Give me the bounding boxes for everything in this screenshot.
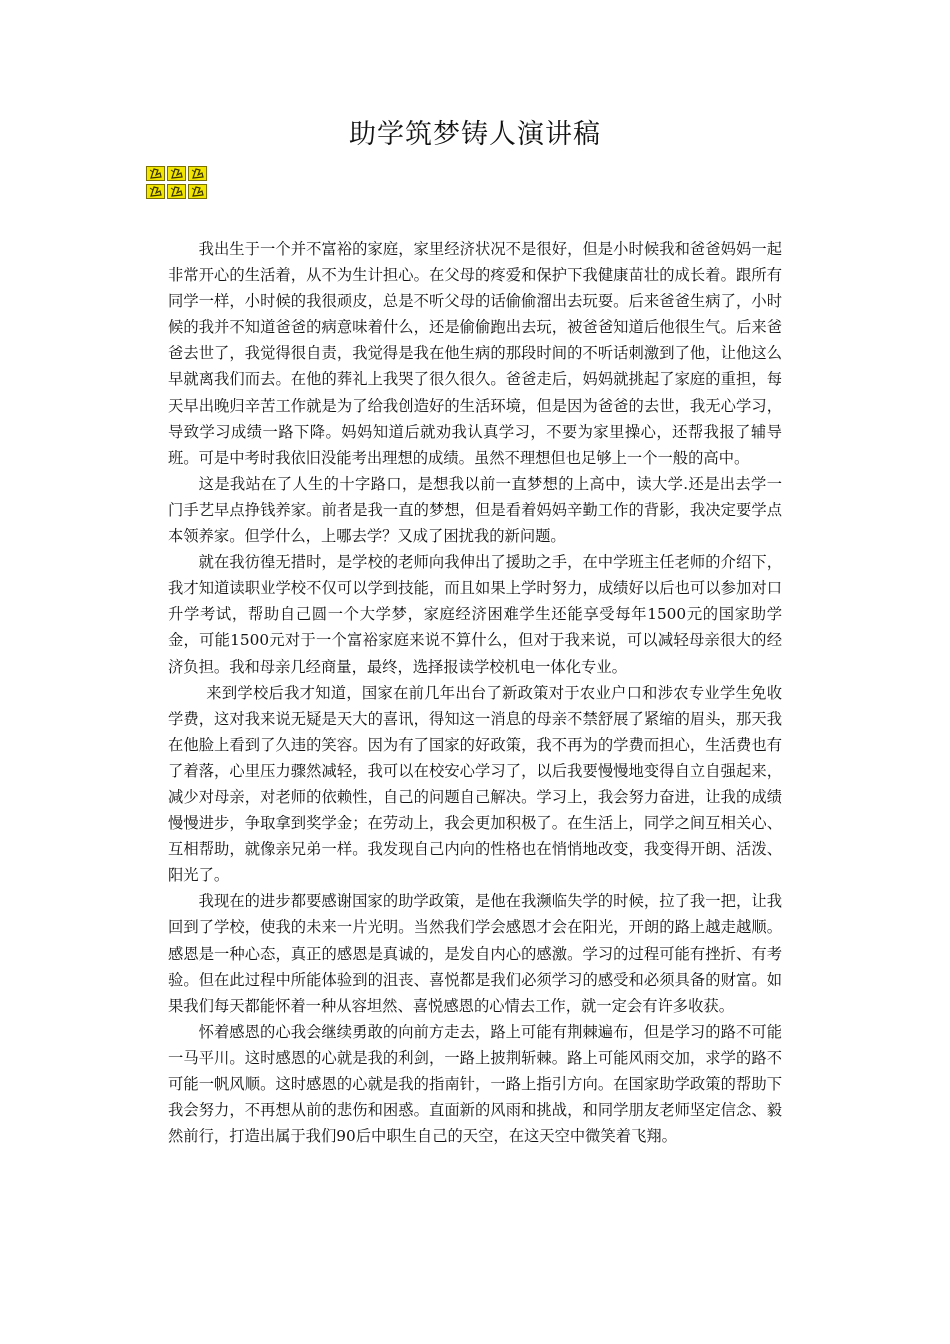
- paragraph: 这是我站在了人生的十字路口，是想我以前一直梦想的上高中，读大学.还是出去学一门手艺早点挣钱养家。前者是我一直的梦想，但是看着妈妈辛勤工作的背影，我决定要学点本领养家。但学什么，上哪去学？又成了困扰我的新问题。: [168, 474, 782, 546]
- document-body: [168, 236, 782, 1149]
- paragraph: 我出生于一个并不富裕的家庭，家里经济状况不是很好，但是小时候我和爸爸妈妈一起非常开心的生活着，从不为生计担心。在父母的疼爱和保护下我健康苗壮的成长着。跟所有同学一样，小时候的我很顽皮，总是不听父母的话偷偷溜出去玩耍。后来爸爸生病了，小时候的我并不知道爸爸的病意味着什么，还是偷偷跑出去玩，被爸爸知道后他很生气。后来爸爸去世了，我觉得很自责，我觉得是我在他生病的那段时间的不听话刺激到了他，让他这么早就离我们而去。在他的葬礼上我哭了很久很久。爸爸走后，妈妈就挑起了家庭的重担，每天早出晚归辛苦工作就是为了给我创造好的生活环境，但是因为爸爸的去世，我无心学习，导致学习成绩一路下降。妈妈知道后就劝我认真学习，不要为家里操心，还帮我报了辅导班。可是中考时我依旧没能考出理想的成绩。虽然不理想但也足够上一个一般的高中。: [168, 240, 782, 467]
- decoration-row: [146, 184, 216, 199]
- decoration-icons: [146, 166, 216, 202]
- decoration-row: [146, 166, 216, 181]
- clip-art-icon: [146, 166, 165, 181]
- clip-art-icon: [167, 184, 186, 199]
- clip-art-icon: [188, 184, 207, 199]
- clip-art-icon: [146, 184, 165, 199]
- paragraph: 我现在的进步都要感谢国家的助学政策，是他在我濒临失学的时候，拉了我一把，让我回到了学校，使我的未来一片光明。当然我们学会感恩才会在阳光，开朗的路上越走越顺。感恩是一种心态，真正的感恩是真诚的，是发自内心的感激。学习的过程可能有挫折、有考验。但在此过程中所能体验到的沮丧、喜悦都是我们必须学习的感受和必须具备的财富。如果我们每天都能怀着一种从容坦然、喜悦感恩的心情去工作，就一定会有许多收获。: [168, 892, 782, 1015]
- clip-art-icon: [167, 166, 186, 181]
- paragraph: 就在我彷徨无措时，是学校的老师向我伸出了援助之手，在中学班主任老师的介绍下，我才知道读职业学校不仅可以学到技能，而且如果上学时努力，成绩好以后也可以参加对口升学考试，帮助自己圆一个大学梦，家庭经济困难学生还能享受每年1500元的国家助学金，可能1500元对于一个富裕家庭来说不算什么，但对于我来说，可以减轻母亲很大的经济负担。我和母亲几经商量，最终，选择报读学校机电一体化专业。: [168, 553, 782, 676]
- document-title: 助学筑梦铸人演讲稿: [349, 119, 601, 150]
- paragraph: 怀着感恩的心我会继续勇敢的向前方走去，路上可能有荆棘遍布，但是学习的路不可能一马平川。这时感恩的心就是我的利剑，一路上披荆斩棘。路上可能风雨交加，求学的路不可能一帆风顺。这时感恩的心就是我的指南针，一路上指引方向。在国家助学政策的帮助下我会努力，不再想从前的悲伤和困惑。直面新的风雨和挑战，和同学朋友老师坚定信念、毅然前行，打造出属于我们90后中职生自己的天空，在这天空中微笑着飞翔。: [168, 1022, 782, 1146]
- clip-art-icon: [188, 166, 207, 181]
- paragraph: 来到学校后我才知道，国家在前几年出台了新政策对于农业户口和涉农专业学生免收学费，这对我来说无疑是天大的喜讯，得知这一消息的母亲不禁舒展了紧缩的眉头，那天我在他脸上看到了久违的笑容。因为有了国家的好政策，我不再为的学费而担心，生活费也有了着落，心里压力骤然减轻，我可以在校安心学习了，以后我要慢慢地变得自立自强起来，减少对母亲，对老师的依赖性，自己的问题自己解决。学习上，我会努力奋进，让我的成绩慢慢进步，争取拿到奖学金；在劳动上，我会更加积极了。在生活上，同学之间互相关心、互相帮助，就像亲兄弟一样。我发现自己内向的性格也在悄悄地改变，我变得开朗、活泼、阳光了。: [168, 683, 782, 885]
